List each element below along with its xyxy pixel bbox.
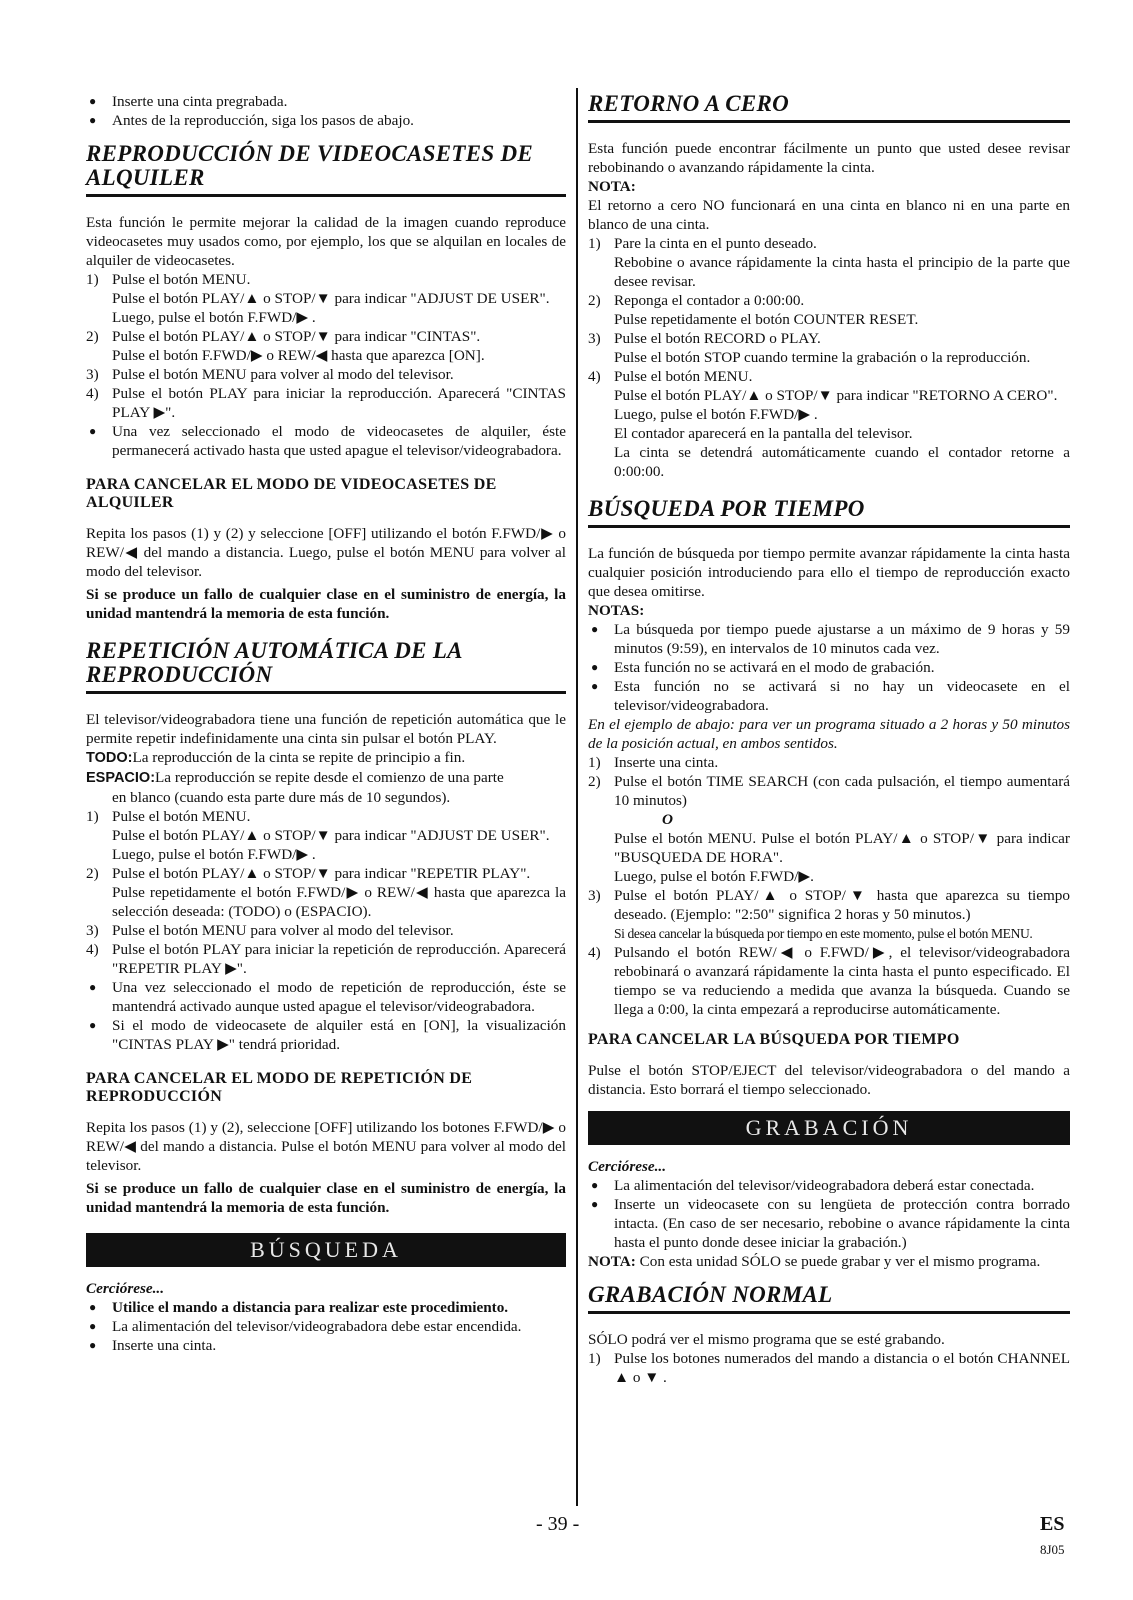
- list-item: ● La alimentación del televisor/videograbadora debe estar encendida.: [86, 1317, 566, 1336]
- list-item: ● Esta función no se activará en el modo de grabación.: [588, 658, 1070, 677]
- step: 4) Pulse el botón PLAY para iniciar la repetición de reproducción. Aparecerá "REPETIR PLAY ▶".: [86, 941, 566, 977]
- definition-cont: en blanco (cuando esta parte dure más de 10 segundos).: [112, 789, 451, 806]
- list-item: ● Una vez seleccionado el modo de repetición de reproducción, éste se mantendrá activado aunque usted apague el televisor/videograbadora.: [86, 978, 566, 1016]
- subsection-title: PARA CANCELAR LA BÚSQUEDA POR TIEMPO: [588, 1031, 960, 1048]
- list-item: ● Inserte una cinta.: [86, 1336, 566, 1355]
- step: 3) Pulse el botón RECORD o PLAY.: [588, 330, 821, 347]
- list-item: ● Antes de la reproducción, siga los pasos de abajo.: [86, 111, 566, 130]
- step: 3) Pulse el botón MENU para volver al modo del televisor.: [86, 366, 454, 383]
- step-text: Pulse repetidamente el botón COUNTER RESET.: [614, 311, 919, 328]
- right-column: [588, 92, 1070, 1387]
- example-text: En el ejemplo de abajo: para ver un programa situado a 2 horas y 50 minutos de la posición actual, en ambos sentidos.: [588, 716, 1070, 752]
- nota-line: NOTA: Con esta unidad SÓLO se puede grabar y ver el mismo programa.: [588, 1253, 1041, 1270]
- step-text: Pulse el botón STOP cuando termine la grabación o la reproducción.: [614, 349, 1031, 366]
- subsection-title: PARA CANCELAR EL MODO DE VIDEOCASETES DE ALQUILER: [86, 476, 497, 511]
- step: 1) Pulse los botones numerados del mando a distancia o el botón CHANNEL ▲ o ▼ .: [588, 1350, 1070, 1386]
- section-title: REPETICIÓN AUTOMÁTICA DE LA REPRODUCCIÓN: [86, 639, 566, 694]
- step: 4) Pulse el botón PLAY para iniciar la reproducción. Aparecerá "CINTAS PLAY ▶".: [86, 385, 566, 421]
- step: 2) Pulse el botón TIME SEARCH (con cada pulsación, el tiempo aumentará 10 minutos): [588, 773, 1070, 809]
- language-code: ES: [1040, 1513, 1065, 1535]
- or-label: O: [662, 811, 673, 828]
- list-item: ● La alimentación del televisor/videograbadora deberá estar conectada.: [588, 1176, 1070, 1195]
- step-text: Luego, pulse el botón F.FWD/▶.: [614, 868, 814, 885]
- step: 3) Pulse el botón PLAY/▲ o STOP/▼ hasta que aparezca su tiempo deseado. (Ejemplo: "2:50" significa 2 horas y 50 minutos.): [588, 887, 1070, 923]
- step-text: Luego, pulse el botón F.FWD/▶ .: [614, 406, 818, 423]
- paragraph: La función de búsqueda por tiempo permite avanzar rápidamente la cinta hasta cualquier posición introduciendo para ello el tiempo de reproducción exacto que desea omitirse.: [588, 545, 1070, 600]
- list-item: ● La búsqueda por tiempo puede ajustarse a un máximo de 9 horas y 59 minutos (9:59), en intervalos de 10 minutos cada vez.: [588, 620, 1070, 658]
- step: 3) Pulse el botón MENU para volver al modo del televisor.: [86, 922, 454, 939]
- step-text: Luego, pulse el botón F.FWD/▶ .: [112, 846, 316, 863]
- section-title: REPRODUCCIÓN DE VIDEOCASETES DE ALQUILER: [86, 142, 566, 197]
- paragraph: Repita los pasos (1) y (2) y seleccione [OFF] utilizando el botón F.FWD/▶ o REW/◀ del mando a distancia. Luego, pulse el botón MENU para volver al modo del televisor.: [86, 525, 566, 580]
- warning-text: Si se produce un fallo de cualquier clase en el suministro de energía, la unidad mantendrá la memoria de esta función.: [86, 1180, 566, 1216]
- warning-text: Si se produce un fallo de cualquier clase en el suministro de energía, la unidad mantendrá la memoria de esta función.: [86, 586, 566, 622]
- step-text: Pulse el botón PLAY/▲ o STOP/▼ para indicar "ADJUST DE USER".: [112, 290, 550, 307]
- cerciorese-label: Cerciórese...: [588, 1158, 667, 1175]
- paragraph: Esta función le permite mejorar la calidad de la imagen cuando reproduce videocasetes muy usados como, por ejemplo, los que se alquilan en locales de alquiler de videocasetes.: [86, 214, 566, 269]
- list-item: ● Inserte un videocasete con su lengüeta de protección contra borrado intacta. (En caso de ser necesario, rebobine o avance rápidamente la cinta hasta el punto donde desee iniciar la grabación.): [588, 1195, 1070, 1252]
- subsection-title: PARA CANCELAR EL MODO DE REPETICIÓN DE REPRODUCCIÓN: [86, 1070, 473, 1105]
- step: 2) Pulse el botón PLAY/▲ o STOP/▼ para indicar "CINTAS".: [86, 328, 481, 345]
- page-number: - 39 -: [536, 1513, 580, 1535]
- section-title: RETORNO A CERO: [588, 92, 1070, 123]
- section-banner: GRABACIÓN: [588, 1111, 1070, 1145]
- section-title: GRABACIÓN NORMAL: [588, 1283, 1070, 1314]
- step-text: Pulse el botón PLAY/▲ o STOP/▼ para indicar "RETORNO A CERO".: [614, 387, 1058, 404]
- step: 1) Pare la cinta en el punto deseado.: [588, 235, 817, 252]
- step: 1) Pulse el botón MENU.: [86, 808, 251, 825]
- section-banner: BÚSQUEDA: [86, 1233, 566, 1267]
- list-item: ● Esta función no se activará si no hay un videocasete en el televisor/videograbadora.: [588, 677, 1070, 715]
- column-divider: [576, 88, 578, 1506]
- step-text: Luego, pulse el botón F.FWD/▶ .: [112, 309, 316, 326]
- step-text: Pulse el botón MENU. Pulse el botón PLAY/▲ o STOP/▼ para indicar "BUSQUEDA DE HORA".: [614, 830, 1070, 866]
- definition: ESPACIO:La reproducción se repite desde el comienzo de una parte: [86, 769, 504, 786]
- paragraph: El televisor/videograbadora tiene una función de repetición automática que le permite repetir indefinidamente una cinta sin pulsar el botón PLAY.: [86, 711, 566, 747]
- step: 4) Pulsando el botón REW/◀ o F.FWD/▶, el televisor/videograbadora rebobinará o avanzará rápidamente la cinta hasta el punto especificado. El tiempo se va reduciendo a medida que avanza la búsqueda. Cuando se llega a 0:00, la cinta empezará a reproducirse automáticamente.: [588, 944, 1070, 1018]
- step-text: El contador aparecerá en la pantalla del televisor.: [614, 425, 913, 442]
- definition: TODO:La reproducción de la cinta se repite de principio a fin.: [86, 749, 466, 766]
- section-title: BÚSQUEDA POR TIEMPO: [588, 497, 1070, 528]
- step: 2) Pulse el botón PLAY/▲ o STOP/▼ para indicar "REPETIR PLAY".: [86, 865, 531, 882]
- cerciorese-label: Cerciórese...: [86, 1280, 165, 1297]
- paragraph: SÓLO podrá ver el mismo programa que se esté grabando.: [588, 1331, 945, 1348]
- left-column: [86, 92, 566, 1355]
- nota-label: NOTA:: [588, 178, 636, 195]
- document-code: 8J05: [1040, 1542, 1065, 1557]
- step: 1) Pulse el botón MENU.: [86, 271, 251, 288]
- nota-label: NOTAS:: [588, 602, 645, 619]
- list-item: ● Una vez seleccionado el modo de videocasetes de alquiler, éste permanecerá activado hasta que usted apague el televisor/videograbadora.: [86, 422, 566, 460]
- step: 2) Reponga el contador a 0:00:00.: [588, 292, 805, 309]
- step-text: Pulse el botón F.FWD/▶ o REW/◀ hasta que aparezca [ON].: [112, 347, 485, 364]
- paragraph: Repita los pasos (1) y (2), seleccione [OFF] utilizando los botones F.FWD/▶ o REW/◀ del mando a distancia. Pulse el botón MENU para volver al modo del televisor.: [86, 1119, 566, 1174]
- paragraph: Esta función puede encontrar fácilmente un punto que usted desee revisar rebobinando o avanzando rápidamente la cinta.: [588, 140, 1070, 176]
- paragraph: El retorno a cero NO funcionará en una cinta en blanco ni en una parte en blanco de una cinta.: [588, 197, 1070, 233]
- list-item: ● Inserte una cinta pregrabada.: [86, 92, 566, 111]
- step: 4) Pulse el botón MENU.: [588, 368, 753, 385]
- step-text: La cinta se detendrá automáticamente cuando el contador retorne a 0:00:00.: [614, 444, 1070, 480]
- step-text: Pulse el botón PLAY/▲ o STOP/▼ para indicar "ADJUST DE USER".: [112, 827, 550, 844]
- step-text: Rebobine o avance rápidamente la cinta hasta el principio de la parte que desee revisar.: [614, 254, 1070, 290]
- step: 1) Inserte una cinta.: [588, 754, 719, 771]
- list-item: ● Si el modo de videocasete de alquiler está en [ON], la visualización "CINTAS PLAY ▶" tendrá prioridad.: [86, 1016, 566, 1054]
- step-text: Pulse repetidamente el botón F.FWD/▶ o REW/◀ hasta que aparezca la selección deseada: (TODO) o (ESPACIO).: [112, 884, 566, 920]
- list-item: ● Utilice el mando a distancia para realizar este procedimiento.: [86, 1298, 566, 1317]
- paragraph: Pulse el botón STOP/EJECT del televisor/videograbadora o del mando a distancia. Esto borrará el tiempo seleccionado.: [588, 1062, 1070, 1098]
- step-text: Si desea cancelar la búsqueda por tiempo en este momento, pulse el botón MENU.: [614, 926, 1033, 941]
